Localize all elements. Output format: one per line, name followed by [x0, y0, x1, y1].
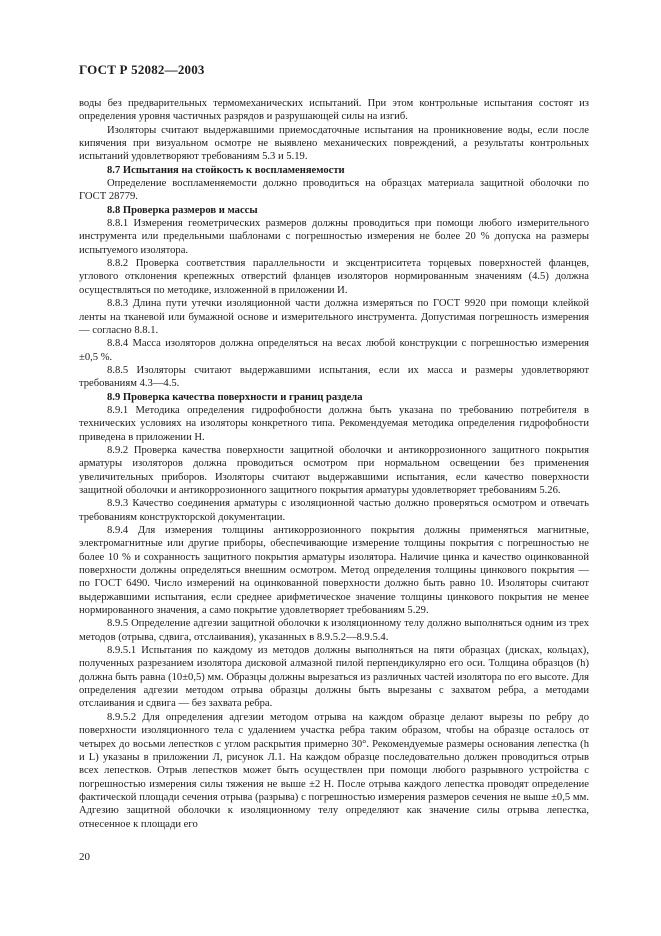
- paragraph: 8.8.5 Изоляторы считают выдержавшими испытания, если их масса и размеры удовлетворяют требованиям 4.3—4.5.: [79, 364, 589, 390]
- paragraph: 8.9.2 Проверка качества поверхности защитной оболочки и антикоррозионного защитного покрытия арматуры изоляторов должна проводиться осмотром при нормальном освещении без применения увеличительных приборов. Изоляторы считают выдержавшими испытания, если качество поверхности защитной оболочки и антикоррозионного защитного покрытия арматуры удовлетворяет требованиям 5.26.: [79, 444, 589, 496]
- page-number: 20: [79, 851, 90, 863]
- section-heading: 8.7 Испытания на стойкость к воспламеняемости: [107, 164, 345, 176]
- paragraph: 8.8.4 Масса изоляторов должна определяться на весах любой конструкции с погрешностью измерения ±0,5 %.: [79, 338, 589, 363]
- paragraph: 8.8.2 Проверка соответствия параллельности и эксцентриситета торцевых поверхностей фланцев, углового отклонения крепежных отверстий фланцев изоляторов нормированным значениям (4.5) должна осуществляться по методике, изложенной в приложении И.: [79, 258, 589, 296]
- paragraph: 8.8.1 Измерения геометрических размеров должны проводиться при помощи любого измерительного инструмента или предельными шаблонами с погрешностью измерения не более 20 % допуска на размеры испытуемого изолятора.: [79, 218, 589, 256]
- paragraph: 8.9.3 Качество соединения арматуры с изоляционной частью должно проверяться осмотром и отвечать требованиям конструкторской документации.: [79, 498, 589, 523]
- paragraph: 8.9.5.2 Для определения адгезии методом отрыва на каждом образце делают вырезы по ребру до поверхности изоляционного тела с удалением участка ребра таким образом, чтобы на образце осталось от четырех до восьми лепестков с углом раскрытия примерно 30°. Рекомендуемые размеры основания лепестка (h и L) указаны в приложении Л, рисунок Л.1. На каждом образце последовательно должен проводиться отрыв всех лепестков. Отрыв лепестков может быть осуществлен при помощи любого разрывного устройства с погрешностью измерения силы тяжения не выше ±2 Н. После отрыва каждого лепестка проводят определение фактической площади сечения отрыва (разрыва) с погрешностью измерения размеров сечения не выше ±0,5 мм. Адгезию защитной оболочки к изоляционному телу определяют как значение силы отрыва лепестка, отнесенное к площади его: [79, 711, 589, 830]
- paragraph: 8.9.5 Определение адгезии защитной оболочки к изоляционному телу должно выполняться одним из трех методов (отрыва, сдвига, отслаивания), указанных в 8.9.5.2—8.9.5.4.: [79, 618, 589, 643]
- paragraph: 8.9.4 Для измерения толщины антикоррозионного покрытия должны применяться магнитные, электромагнитные или другие приборы, обеспечивающие измерение толщины покрытия с погрешностью не более 10 % и сохранность защитного покрытия арматуры изолятора. Наличие цинка и качество оцинкованной поверхности должны определяться внешним осмотром. Метод определения толщины цинкового покрытия — по ГОСТ 6490. Число измерений на оцинкованной поверхности должно быть равно 10. Изоляторы считают выдержавшими испытания, если среднее арифметическое значение толщины цинкового покрытия не менее нормированного значения, а само покрытие удовлетворяет требованиям 5.29.: [79, 525, 589, 617]
- paragraph: Изоляторы считают выдержавшими приемосдаточные испытания на проникновение воды, если после кипячения при визуальном осмотре не выявлено механических повреждений, а результаты контрольных испытаний удовлетворяют требованиям 5.3 и 5.19.: [79, 124, 589, 163]
- section-heading: 8.9 Проверка качества поверхности и границ раздела: [107, 391, 363, 403]
- paragraph: 8.8.3 Длина пути утечки изоляционной части должна измеряться по ГОСТ 9920 при помощи клейкой ленты на тканевой или бумажной основе и измерительного инструмента. Допустимая погрешность измерения — согласно 8.8.1.: [79, 298, 589, 336]
- section-heading: 8.8 Проверка размеров и массы: [107, 204, 258, 216]
- document-body: [79, 97, 589, 831]
- paragraph: 8.9.1 Методика определения гидрофобности должна быть указана по требованию потребителя в технических условиях на изоляторы конкретного типа. Рекомендуемая методика определения гидрофобности приведена в приложении Н.: [79, 404, 589, 443]
- paragraph: 8.9.5.1 Испытания по каждому из методов должны выполняться на пяти образцах (дисках, кольцах), полученных разрезанием изолятора дисковой алмазной пилой перпендикулярно его оси. Толщина образцов (h) должна быть равна (10±0,5) мм. Образцы должны вырезаться из различных частей изолятора по его высоте. Для определения адгезии методом отрыва образцы должны быть вырезаны с захватом ребра, а методами отслаивания и сдвига — без захвата ребра.: [79, 645, 589, 710]
- paragraph: воды без предварительных термомеханических испытаний. При этом контрольные испытания состоят из определения уровня частичных разрядов и разрушающей силы на изгиб.: [79, 98, 589, 123]
- paragraph: Определение воспламеняемости должно проводиться на образцах материала защитной оболочки по ГОСТ 28779.: [79, 178, 589, 203]
- page-header: ГОСТ Р 52082—2003: [79, 62, 205, 77]
